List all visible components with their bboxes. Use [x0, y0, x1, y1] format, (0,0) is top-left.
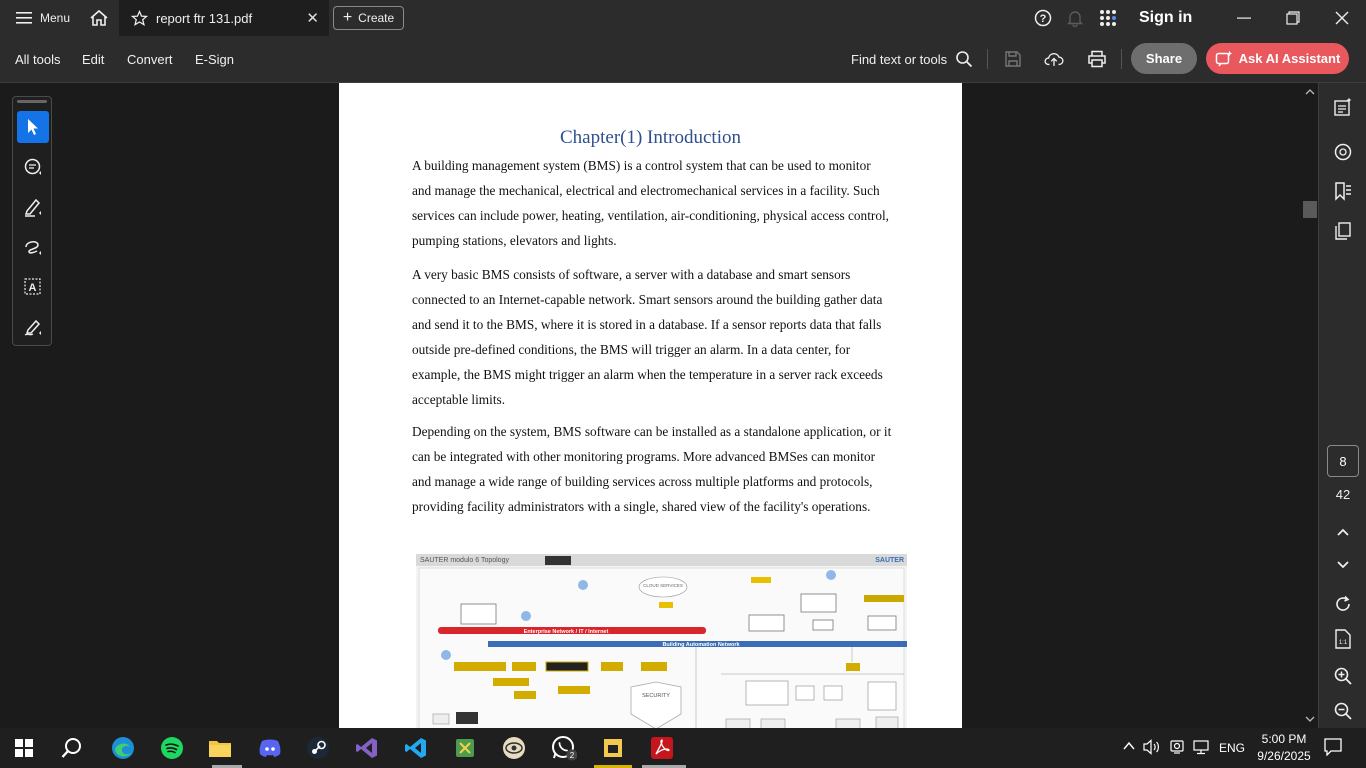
star-icon[interactable] — [131, 10, 148, 27]
paragraph: A very basic BMS consists of software, a server with a database and smart sensors connected to an Internet-capable network. Smart sensors around the building gather data and send it to the BMS, where it is stored in a database. If a sensor reports data that falls outside pre-defined conditions, the BMS will trigger an alarm. In a data center, for example, the BMS might trigger an alarm when the temperature in a server rack exceeds acceptable limits. — [412, 267, 883, 407]
tab-title: report ftr 131.pdf — [156, 10, 253, 26]
toolbar-divider — [1121, 49, 1122, 69]
actual-size-icon[interactable] — [1331, 627, 1355, 651]
notifications-icon[interactable] — [1324, 738, 1342, 761]
discord-icon[interactable] — [256, 734, 284, 762]
svg-text:?: ? — [1039, 13, 1047, 25]
tab-convert[interactable]: Convert — [127, 51, 173, 67]
current-page-input[interactable]: 8 — [1327, 445, 1359, 477]
tab-all-tools[interactable]: All tools — [15, 51, 61, 67]
sticky-notes-icon[interactable] — [599, 734, 627, 762]
upload-cloud-icon[interactable] — [1044, 49, 1064, 69]
bookmarks-icon[interactable] — [1331, 179, 1355, 203]
highlight-tool-button[interactable] — [17, 191, 49, 223]
vscode-icon[interactable] — [402, 734, 430, 762]
windows-taskbar — [0, 728, 1366, 768]
clock-time: 5:00 PM — [1261, 732, 1307, 746]
zoom-in-icon[interactable] — [1331, 664, 1355, 688]
comment-icon — [23, 157, 43, 177]
camera-privacy-icon[interactable] — [1169, 739, 1185, 760]
save-icon[interactable] — [1003, 49, 1023, 69]
language-indicator[interactable]: ENG — [1219, 741, 1246, 755]
tray-chevron-up-icon[interactable] — [1122, 739, 1136, 758]
text-select-icon — [23, 277, 43, 297]
cursor-arrow-icon — [25, 118, 41, 136]
quick-tools-rail — [12, 96, 52, 346]
create-label: Create — [358, 11, 395, 25]
scroll-down-arrow-icon[interactable] — [1305, 715, 1315, 723]
toolbar-divider — [987, 49, 988, 69]
highlighter-icon — [23, 197, 43, 217]
vertical-scrollbar[interactable] — [1302, 83, 1318, 728]
svg-text:A: A — [28, 282, 37, 294]
close-tab-icon[interactable]: ✕ — [306, 10, 319, 27]
tab-e-sign[interactable]: E-Sign — [195, 51, 235, 67]
enterprise-network-label: Enterprise Network / IT / Internet — [523, 629, 609, 635]
acrobat-icon[interactable] — [648, 734, 676, 762]
whatsapp-badge: 2 — [569, 751, 575, 760]
search-icon[interactable] — [58, 734, 86, 762]
bell-icon[interactable] — [1066, 0, 1084, 36]
sign-tool-button[interactable] — [17, 311, 49, 343]
next-page-icon[interactable] — [1331, 553, 1355, 577]
apps-grid-icon[interactable] — [1099, 0, 1117, 36]
snipping-tool-icon[interactable] — [451, 734, 479, 762]
document-tab[interactable] — [119, 0, 329, 36]
ai-assistant-icon — [1215, 50, 1233, 68]
home-icon — [89, 9, 109, 27]
search-icon — [955, 50, 973, 68]
add-comment-button[interactable] — [17, 151, 49, 183]
visual-studio-icon[interactable] — [353, 734, 381, 762]
topology-diagram-image — [416, 554, 907, 728]
help-icon[interactable] — [1034, 0, 1052, 36]
menu-button[interactable] — [8, 0, 78, 36]
building-automation-label: Building Automation Network — [662, 642, 740, 648]
previous-page-icon[interactable] — [1331, 520, 1355, 544]
steam-icon[interactable] — [304, 734, 332, 762]
paragraph: A building management system (BMS) is a control system that can be used to monitor and manage the mechanical, electrical and electromechanical services in a facility. Such services can include power, heating, ventilation, air-conditioning, physical access control, pumping stations, elevators and lights. — [412, 158, 889, 248]
system-clock[interactable] — [1254, 731, 1314, 765]
draw-tool-button[interactable] — [17, 231, 49, 263]
volume-icon[interactable] — [1143, 739, 1161, 760]
scrollbar-thumb[interactable] — [1303, 201, 1317, 218]
tab-edit[interactable]: Edit — [82, 51, 105, 67]
home-button[interactable] — [86, 0, 112, 36]
text-box-tool-button[interactable] — [17, 271, 49, 303]
ai-label: Ask AI Assistant — [1238, 51, 1341, 66]
hamburger-icon — [16, 11, 32, 25]
rotate-refresh-icon[interactable] — [1331, 592, 1355, 616]
main-toolbar — [0, 36, 1366, 83]
print-icon[interactable] — [1087, 49, 1107, 69]
sauter-logo: SAUTER — [875, 557, 904, 564]
spotify-icon[interactable] — [158, 734, 186, 762]
minimize-icon[interactable] — [1236, 0, 1252, 36]
create-button[interactable] — [333, 6, 404, 30]
rail-grip[interactable] — [17, 100, 47, 103]
find-text-or-tools[interactable] — [851, 36, 973, 82]
cloud-label: CLOUD SERVICES — [643, 583, 683, 588]
total-pages: 42 — [1335, 487, 1351, 502]
share-button[interactable]: Share — [1131, 43, 1197, 74]
title-bar — [0, 0, 1366, 36]
document-viewport — [0, 83, 1318, 728]
freehand-draw-icon — [23, 237, 43, 257]
clock-date: 9/26/2025 — [1257, 749, 1311, 763]
scroll-up-arrow-icon[interactable] — [1305, 88, 1315, 96]
whatsapp-icon[interactable] — [550, 734, 578, 762]
find-label: Find text or tools — [851, 51, 948, 67]
right-panel-rail — [1318, 83, 1366, 728]
security-label: SECURITY — [642, 693, 670, 699]
app-eye-icon[interactable] — [500, 734, 528, 762]
ask-ai-assistant-button[interactable] — [1206, 43, 1349, 74]
page-thumbnails-icon[interactable] — [1331, 219, 1355, 243]
file-explorer-icon[interactable] — [206, 734, 234, 762]
plus-icon: + — [342, 9, 353, 26]
signature-pen-icon — [23, 317, 43, 337]
zoom-out-icon[interactable] — [1331, 699, 1355, 723]
restore-icon[interactable] — [1285, 0, 1301, 36]
paragraph: Depending on the system, BMS software can be installed as a standalone application, or it can be integrated with other monitoring programs. More advanced BMSes can monitor and manage a wide range of building services across multiple platforms and protocols, providing facility administrators with a single, shared view of the facility's operations. — [412, 424, 892, 514]
diagram-title: SAUTER modulo 6 Topology — [420, 557, 509, 564]
comments-panel-icon[interactable] — [1331, 140, 1355, 164]
sign-in-button[interactable]: Sign in — [1139, 9, 1193, 26]
pdf-page — [339, 83, 962, 728]
edge-browser-icon[interactable] — [109, 734, 137, 762]
network-icon[interactable] — [1192, 739, 1210, 760]
close-window-icon[interactable] — [1333, 0, 1351, 36]
qr-code — [545, 556, 571, 565]
select-tool-button[interactable] — [17, 111, 49, 143]
svg-text:1:1: 1:1 — [1338, 640, 1348, 646]
windows-start-icon[interactable] — [10, 734, 38, 762]
menu-label: Menu — [40, 11, 71, 25]
ai-summary-icon[interactable] — [1331, 95, 1355, 119]
chapter-title: Chapter(1) Introduction — [560, 127, 741, 148]
